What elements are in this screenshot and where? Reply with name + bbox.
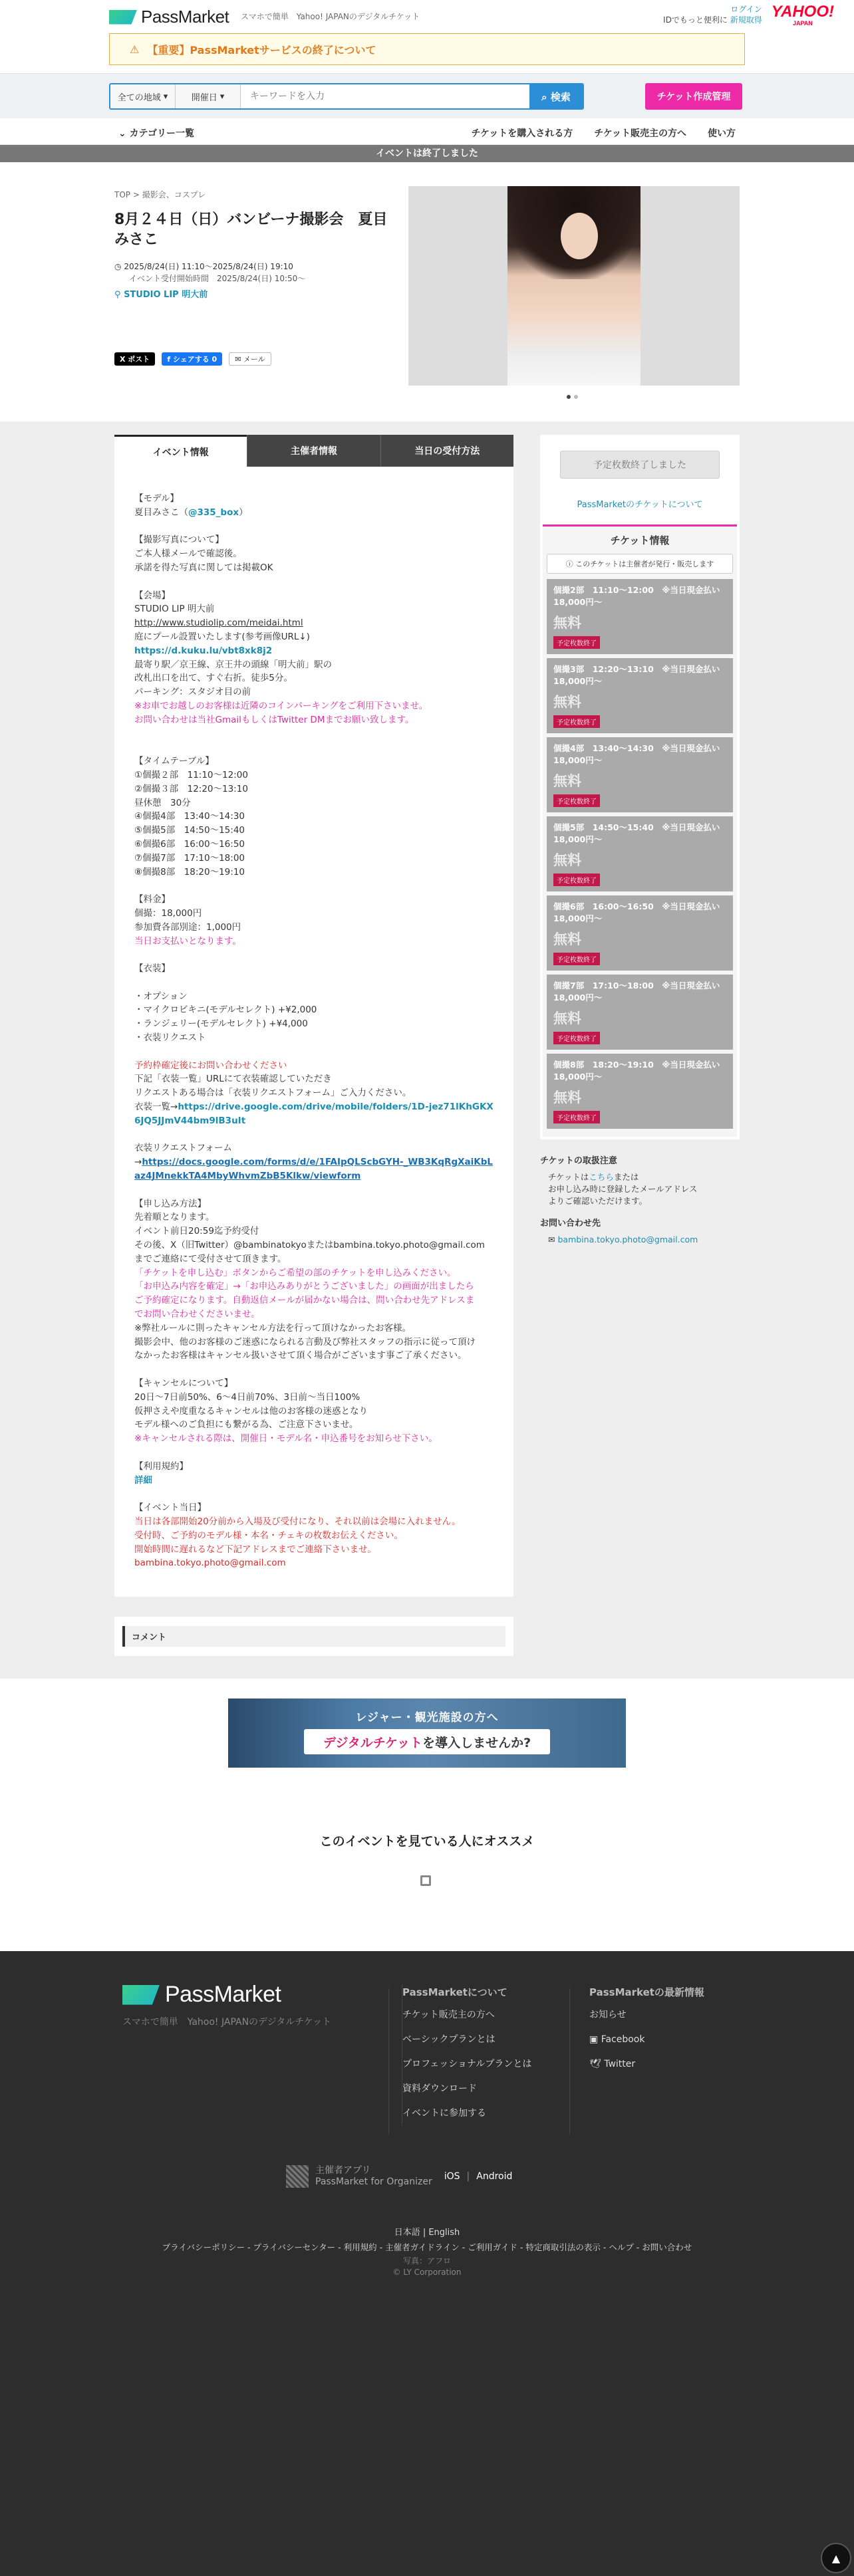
copyright-text: © LY Corporation: [392, 2268, 462, 2278]
search-button-label: 検索: [550, 90, 571, 103]
warning-icon: ⚠: [130, 43, 140, 56]
ticket-name: 個撮8部 18:20〜19:10 ※当日現金払い 18,000円〜: [553, 1060, 728, 1082]
ticket-issuer-note: [547, 554, 733, 574]
ticket-name: 個撮4部 13:40〜14:30 ※当日現金払い 18,000円〜: [553, 743, 728, 765]
handling-text: [540, 1171, 740, 1207]
desc-text: ※弊社ルールに則ったキャンセル方法を行って頂けなかったお客様。 撮影会中、他のお客様のご迷惑になられる言動及び弊社スタッフの指示に従って頂け なかったお客様はキャンセル扱いさせて頂く場合がございます事ご了承ください。 【キャンセルについて】 20日〜7日前50%、6〜4日前70%、3日前〜当日100% 仮押さえや度重なるキャンセルは他のお客様の迷惑となり モデル様へのご負担にも繋がる為、ご注意下さいませ。: [134, 1322, 476, 1431]
parking-note: ※お車でお越しのお客様は近隣のコインパーキングをご利用下さいませ。 お問い合わせは当社GmailもしくはTwitter DMまでお願い致します。: [134, 700, 428, 725]
accept-time: イベント受付開始時間 2025/8/24(日) 10:50〜: [129, 274, 306, 283]
event-date: [114, 261, 305, 285]
desc-text: 【衣装】 ・オプション ・マイクロビキニ(モデルセレクト) +¥2,000 ・ランジェリー(モデルセレクト) +¥4,000 ・衣装リクエスト: [134, 963, 317, 1044]
terms-link[interactable]: 詳細: [134, 1474, 152, 1486]
x-post-button[interactable]: X ポスト: [114, 352, 155, 366]
photo-credit: 写真：アフロ: [402, 2256, 451, 2266]
twitter-icon: 🕊: [589, 2059, 601, 2070]
costume-form-link[interactable]: https://docs.google.com/forms/d/e/1FAIpQLScbGYH-_WB3KqRgXaiKbLaz4JMnekkTA4MbyWhvmZbB5Klkw/viewform: [134, 1157, 493, 1182]
language-switch[interactable]: 日本語 | English: [394, 2228, 460, 2238]
payment-note: 当日お支払いとなります。: [134, 935, 241, 947]
handling-pre: チケットは: [548, 1172, 589, 1182]
mail-label: メール: [243, 355, 265, 364]
ticket-sidebar: [540, 435, 740, 1656]
back-to-top-icon[interactable]: ▲: [821, 2543, 851, 2573]
app-line1: 主催者アプリ: [315, 2165, 371, 2176]
category-label: カテゴリー一覧: [129, 128, 195, 139]
twitter-label: Twitter: [604, 2059, 636, 2070]
event-image[interactable]: [408, 186, 740, 386]
app-text: [315, 2165, 432, 2188]
tab-event-info[interactable]: イベント情報: [114, 435, 247, 467]
ticket-status-badge: 予定枚数終了: [553, 715, 600, 728]
facebook-label: Facebook: [601, 2034, 645, 2046]
mail-icon: ✉: [235, 354, 241, 364]
model-photo: [507, 186, 640, 386]
android-link[interactable]: Android: [476, 2171, 513, 2182]
ticket-name: 個撮7部 17:10〜18:00 ※当日現金払い 18,000円〜: [553, 981, 728, 1002]
register-link[interactable]: 新規取得: [730, 15, 762, 25]
ticket-name: 個撮3部 12:20〜13:10 ※当日現金払い 18,000円〜: [553, 664, 728, 686]
ticket-price: 無料: [553, 1090, 581, 1106]
desc-text: 【タイムテーブル】 ①個撮２部 11:10〜12:00 ②個撮３部 12:20〜13:10 昼休憩 30分 ④個撮4部 13:40〜14:30 ⑤個撮5部 14:50〜15:40 ⑥個撮6部 16:00〜16:50 ⑦個撮7部 17:10〜18:00 ⑧個撮8部 18:20〜19:10 【料金】 個撮：18,000円 参加費各部別途：1,000円: [134, 756, 248, 933]
mail-icon: ✉: [548, 1234, 555, 1244]
costume-list-link[interactable]: https://drive.google.com/drive/mobile/folders/1D-jez71lKhGKX6JQ5JJmV44bm9lB3uIt: [134, 1102, 494, 1126]
handling-post: または お申し込み時に登録したメールアドレス よりご確認いただけます。: [548, 1172, 698, 1206]
search-box: [109, 83, 584, 110]
digital-ticket-banner[interactable]: [228, 1698, 626, 1768]
ticket-info: [543, 525, 737, 1137]
cancel-note: ※キャンセルされる際は、開催日・モデル名・申込番号をお知らせ下さい。: [134, 1433, 438, 1445]
chevron-down-icon: ⌄: [118, 128, 126, 139]
organizer-app: [286, 2165, 512, 2188]
logo-text: PassMarket: [141, 7, 229, 27]
passmarket-logo[interactable]: [109, 7, 229, 27]
footer-divider: [388, 1988, 389, 2135]
footer-about-title: PassMarketについて: [402, 1986, 507, 1999]
search-icon: ⌕: [541, 90, 547, 103]
yahoo-logo-sub: JAPAN: [792, 20, 813, 27]
contact-email[interactable]: [540, 1234, 740, 1246]
ticket-item: [547, 1054, 733, 1129]
footer-logo-text: PassMarket: [165, 1982, 281, 2008]
search-button[interactable]: [529, 84, 583, 108]
footer-link[interactable]: ベーシックプランとは: [402, 2034, 496, 2046]
important-notice[interactable]: [109, 33, 745, 65]
sub-navigation: [0, 118, 854, 145]
ticket-status-badge: 予定枚数終了: [553, 1032, 600, 1044]
carousel-dot[interactable]: [567, 395, 571, 399]
map-pin-icon: ⚲: [114, 290, 121, 300]
desc-text: ） 【撮影写真について】 ご本人様メールで確認後。 承諾を得た写真に関しては掲載OK 【会場】 STUDIO LIP 明大前: [134, 507, 273, 615]
desc-text: 【利用規約】: [134, 1461, 188, 1472]
app-separator: |: [466, 2171, 470, 2182]
ticket-price: 無料: [553, 773, 581, 789]
event-ended-banner: イベントは終了しました: [0, 145, 854, 162]
date-select-label: 開催日: [191, 92, 217, 103]
date-select[interactable]: [176, 84, 241, 108]
ios-link[interactable]: iOS: [444, 2171, 460, 2182]
footer-legal-links[interactable]: プライバシーポリシー - プライバシーセンター - 利用規約 - 主催者ガイドライン - ご利用ガイド - 特定商取引法の表示 - ヘルプ - お問い合わせ: [162, 2242, 692, 2253]
ticket-name: 個撮2部 11:10〜12:00 ※当日現金払い 18,000円〜: [553, 585, 728, 607]
contact-email-link[interactable]: bambina.tokyo.photo@gmail.com: [557, 1234, 698, 1244]
footer-news: [589, 1984, 704, 2077]
desc-text: 【イベント当日】: [134, 1502, 206, 1514]
pool-image-link[interactable]: https://d.kuku.lu/vbt8xk8j2: [134, 645, 273, 656]
footer-copyright: [0, 2256, 854, 2278]
passmarket-ticket-link[interactable]: PassMarketのチケットについて: [577, 500, 703, 510]
register-prompt: [663, 15, 762, 25]
comment-heading: コメント: [122, 1626, 505, 1647]
header-account: [663, 4, 834, 27]
header-tagline: スマホで簡単 Yahoo! JAPANのデジタルチケット: [241, 12, 420, 21]
ticket-price: 無料: [553, 1010, 581, 1026]
tab-organizer-info[interactable]: 主催者情報: [247, 435, 380, 467]
ticket-item: [547, 658, 733, 733]
footer-tagline: スマホで簡単 Yahoo! JAPANのデジタルチケット: [122, 2017, 331, 2028]
tab-reception[interactable]: 当日の受付方法: [380, 435, 513, 467]
nav-link-buyers[interactable]: チケットを購入される方: [471, 128, 573, 139]
nav-link-sellers[interactable]: チケット販売主の方へ: [594, 128, 686, 139]
carousel-dots: [567, 395, 578, 399]
costume-note: 予約枠確定後にお問い合わせください: [134, 1060, 287, 1071]
facebook-icon: ▣: [589, 2034, 599, 2046]
yahoo-logo-text: YAHOO!: [771, 3, 834, 21]
category-menu[interactable]: [118, 126, 194, 140]
ticket-item: [547, 579, 733, 654]
footer-link[interactable]: 資料ダウンロード: [402, 2083, 477, 2095]
recommend-title: このイベントを見ている人にオススメ: [319, 1834, 535, 1849]
contact-title: お問い合わせ先: [540, 1219, 601, 1229]
handling-link[interactable]: こちら: [589, 1172, 614, 1182]
chevron-down-icon: ▾: [219, 91, 225, 102]
footer-divider: [569, 1988, 570, 2135]
ticket-create-button[interactable]: チケット作成管理: [645, 83, 742, 110]
carousel-dot[interactable]: [574, 395, 578, 399]
loading-spinner-icon: [420, 1875, 431, 1886]
logo-mark-icon: [122, 1985, 160, 2005]
logo-mark-icon: [109, 10, 137, 25]
desc-text: 衣装リクエストフォーム →: [134, 1143, 232, 1168]
ticket-status-badge: 予定枚数終了: [553, 874, 600, 886]
event-header: [0, 162, 854, 421]
banner-highlight: デジタルチケット: [323, 1735, 423, 1750]
ticket-status-badge: 予定枚数終了: [553, 794, 600, 807]
app-line2: PassMarket for Organizer: [315, 2176, 432, 2188]
photo-face: [561, 213, 598, 259]
app-icon: [286, 2165, 309, 2188]
apply-instructions: 「チケットを申し込む」ボタンからご希望の部のチケットを申し込みください。 「お申込み内容を確定」→「お申込みありがとうございました」の画面が出ましたら ご予約確定になります。自動返信メールが届かない場合は、問い合わせ先アドレスま でお問い合わせくださいませ。: [134, 1267, 475, 1320]
login-link[interactable]: ログイン: [730, 5, 762, 14]
banner-line2: [304, 1729, 550, 1754]
share-buttons: [114, 352, 271, 366]
main-columns: [114, 435, 740, 1656]
ticket-price: 無料: [553, 852, 581, 868]
event-detail-column: [114, 435, 513, 1656]
footer-twitter-link[interactable]: [589, 2052, 704, 2077]
login-area: [663, 4, 762, 25]
desc-text: 【申し込み方法】 先着順となります。 イベント前日20:59迄予約受付 その後、X（旧Twitter）@bambinatokyoまたはbambina.tokyo.photo@gmail.com までご連絡にて受付させて頂きます。: [134, 1198, 485, 1264]
ticket-item: [547, 737, 733, 812]
ticket-status-badge: 予定枚数終了: [553, 1111, 600, 1123]
event-description: [114, 467, 513, 1597]
detail-tabs: [114, 435, 513, 467]
banner-line1: レジャー・観光施設の方へ: [355, 1711, 499, 1725]
ticket-note-text: このチケットは主催者が発行・販売します: [575, 560, 714, 568]
keyword-input[interactable]: [241, 84, 529, 108]
promo-area: [0, 1679, 854, 1951]
mail-share-button[interactable]: [229, 352, 271, 366]
comment-section: [114, 1617, 513, 1656]
ticket-name: 個撮5部 14:50〜15:40 ※当日現金払い 18,000円〜: [553, 822, 728, 844]
model-twitter-link[interactable]: @335_box: [188, 507, 239, 518]
ticket-status-badge: 予定枚数終了: [553, 953, 600, 965]
ticket-name: 個撮6部 16:00〜16:50 ※当日現金払い 18,000円〜: [553, 901, 728, 923]
desc-text: 下記「衣装一覧」URLにて衣装確認していただき リクエストある場合は「衣装リクエストフォーム」ご入力ください。 衣装一覧→: [134, 1074, 412, 1113]
ticket-box: [540, 435, 740, 1139]
ticket-item: [547, 816, 733, 891]
info-icon: ⓘ: [565, 560, 573, 568]
sold-out-button[interactable]: 予定枚数終了しました: [560, 451, 720, 479]
footer-link[interactable]: チケット販売主の方へ: [402, 2010, 495, 2021]
subnav-links: [472, 126, 736, 140]
studio-url-link[interactable]: http://www.studiolip.com/meidai.html: [134, 618, 303, 629]
event-venue[interactable]: [114, 287, 208, 300]
footer-logo[interactable]: [122, 1982, 281, 2008]
footer-link[interactable]: プロフェッショナルプランとは: [402, 2059, 532, 2070]
clock-icon: ◷: [114, 262, 122, 271]
ticket-info-title: チケット情報: [610, 534, 670, 546]
site-header: [0, 0, 854, 33]
ticket-item: [547, 895, 733, 971]
desc-text: 【モデル】 夏目みさこ（: [134, 493, 188, 518]
ticket-price: 無料: [553, 931, 581, 947]
venue-name: STUDIO LIP 明大前: [124, 290, 208, 300]
ticket-price: 無料: [553, 694, 581, 710]
site-footer: [0, 1951, 854, 2576]
main-area: [0, 421, 854, 1679]
breadcrumb[interactable]: TOP > 撮影会、コスプレ: [114, 190, 206, 199]
event-title: 8月２４日（日）バンビーナ撮影会 夏目みさこ: [114, 211, 388, 248]
footer-link[interactable]: イベントに参加する: [402, 2108, 486, 2119]
notice-text: 【重要】PassMarketサービスの終了について: [147, 43, 376, 57]
footer-about: [402, 1984, 531, 2126]
yahoo-japan-logo[interactable]: [772, 4, 834, 27]
handling-title: チケットの取扱注意: [540, 1156, 617, 1166]
footer-news-title: PassMarketの最新情報: [589, 1986, 704, 1999]
banner-rest: を導入しませんか?: [422, 1735, 531, 1750]
event-day-note: 当日は各部開始20分前から入場及び受付になり、それ以前は会場に入れません。 受付時、ご予約のモデル様・本名・チェキの枚数お伝えください。 開始時間に遅れるなど下記アドレスまでご連絡下さいませ。 bambina.tokyo.photo@gmail.com: [134, 1516, 461, 1569]
region-select[interactable]: [110, 84, 176, 108]
desc-text: 庭にプール設置いたします(参考画像URL↓): [134, 631, 310, 642]
desc-text: 最寄り駅／京王線、京王井の頭線「明大前」駅の 改札出口を出て、すぐ右折。徒歩5分。 パーキング：スタジオ目の前: [134, 659, 332, 698]
nav-link-howto[interactable]: 使い方: [708, 128, 736, 139]
ticket-handling: [540, 1155, 740, 1246]
region-select-label: 全ての地域: [117, 92, 161, 103]
register-prefix: IDでもっと便利に: [663, 15, 728, 25]
ticket-item: [547, 975, 733, 1050]
footer-facebook-link[interactable]: [589, 2028, 704, 2052]
chevron-down-icon: ▾: [163, 91, 168, 102]
ticket-status-badge: 予定枚数終了: [553, 636, 600, 649]
search-bar: [0, 73, 854, 118]
facebook-share-button[interactable]: f シェアする 0: [162, 352, 222, 366]
event-date-text: 2025/8/24(日) 11:10〜2025/8/24(日) 19:10: [124, 262, 293, 271]
ticket-price: 無料: [553, 615, 581, 631]
footer-news-link[interactable]: お知らせ: [589, 2010, 627, 2021]
